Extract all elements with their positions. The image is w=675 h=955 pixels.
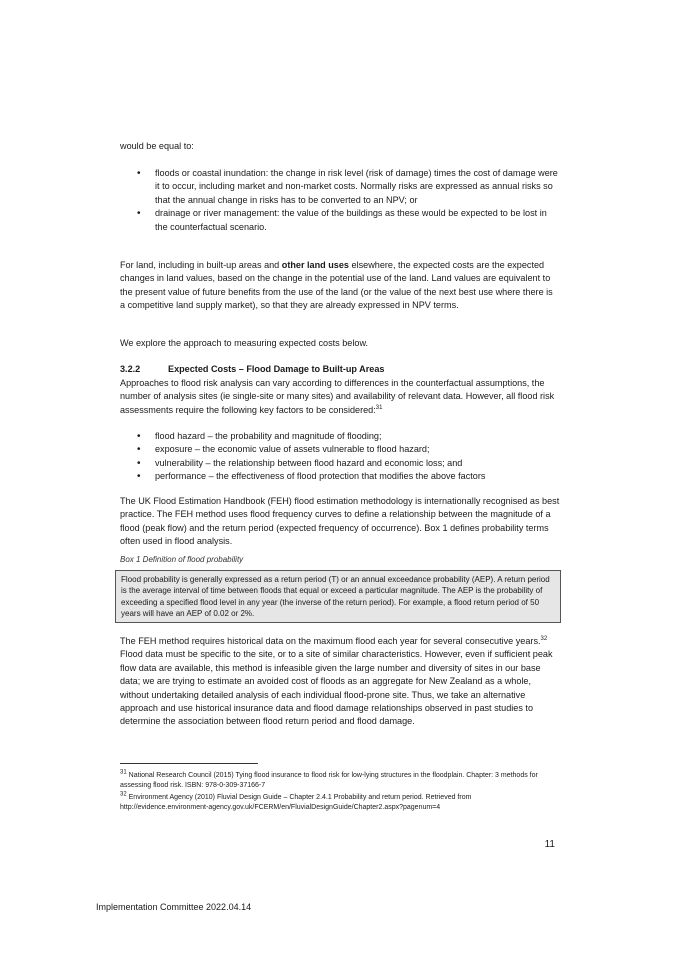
section-number: 3.2.2 <box>120 364 141 374</box>
definition-box <box>115 570 561 623</box>
box-text: Flood probability is generally expressed as a return period (T) or an annual exceedance probability (AEP). A return period is the average interval of time between floods that equal or exceed a particular magnitude. The AEP is the probability of exceeding a specified flood level in any year (the inverse of the return period). For example, a flood return period of 50 years will have an AEP of 0.02 or 2%. <box>121 575 550 618</box>
list-item: • performance – the effectiveness of flood protection that modifies the above factors <box>120 470 560 483</box>
feh-requirements-paragraph: The FEH method requires historical data on the maximum flood each year for several consecutive years.$^{32}$ Flood data must be specific to the site, or to a site of similar characteristics. However, even if sufficient peak flow data are available, this method is infeasible given the large number and diversity of sites in our base data; we are trying to estimate an avoided cost of floods as an aggregate for New Zealand as a whole, without undertaking detailed analysis of each individual flood-prone site. Thus, we take an alternative approach and use historical insurance data and flood damage relationships observed in past studies to determine the association between flood return period and flood damage. <box>120 635 553 727</box>
box-caption: Box 1 Definition of flood probability <box>120 555 244 564</box>
intro-line: would be equal to: <box>120 141 194 151</box>
section-heading <box>120 363 384 376</box>
list-item: • floods or coastal inundation: the change in risk level (risk of damage) times the cost of damage were it to occur, including market and non-market costs. Normally risks are expressed as annual risks so that the annual change in risks has to be converted to an NPV; or <box>120 167 560 207</box>
footnote-ref: 32 <box>540 635 548 642</box>
section-title: Expected Costs – Flood Damage to Built-up Areas <box>168 364 385 374</box>
bullet-list-costs <box>120 167 560 234</box>
bullet-list-factors <box>120 430 560 484</box>
list-item: • drainage or river management: the value of the buildings as these would be expected to be lost in the counterfactual scenario. <box>120 207 560 234</box>
page-number: 11 <box>544 839 555 850</box>
bold-phrase: other land uses <box>281 260 349 270</box>
footnote-ref: 31 <box>375 404 383 411</box>
footnote-32: $^{32}$ Environment Agency (2010) Fluvial Design Guide – Chapter 2.4.1 Probability and return period. Retrieved from http://evidence.environment-agency.gov.uk/FCERM/en/FluvialDesignGuide/Chapter2.aspx?pagenum=4 <box>120 791 472 811</box>
land-paragraph: For land, including in built-up areas and other land uses elsewhere, the expected costs are the expected changes in land values, based on the change in the potential use of the land. Land values are equivalent to the present value of future benefits from the use of the land (or the value of the next best use where there is a competitive land supply market), so that they are already expressed in NPV terms. <box>120 260 553 311</box>
footnote-31: $^{31}$ National Research Council (2015) Tying flood insurance to flood risk for low-lying structures in the floodplain. Chapter: 3 methods for assessing flood risk. ISBN: 978-0-309-37166-7 <box>120 769 538 789</box>
footnote-separator <box>120 763 258 764</box>
approaches-paragraph: Approaches to flood risk analysis can vary according to differences in the counterfactual assumptions, the number of analysis sites (ie single-site or many sites) and availability of relevant data. However, all flood risk assessments require the following key factors to be considered:$^{31}$ <box>120 378 555 415</box>
explore-paragraph: We explore the approach to measuring expected costs below. <box>120 338 369 348</box>
footer-text: Implementation Committee 2022.04.14 <box>96 902 252 912</box>
list-item: • exposure – the economic value of assets vulnerable to flood hazard; <box>120 443 560 456</box>
list-item: • flood hazard – the probability and magnitude of flooding; <box>120 430 560 443</box>
list-item: • vulnerability – the relationship between flood hazard and economic loss; and <box>120 457 560 470</box>
feh-paragraph: The UK Flood Estimation Handbook (FEH) flood estimation methodology is internationally recognised as best practice. The FEH method uses flood frequency curves to define a relationship between the magnitude of a flood (peak flow) and the return period (expected frequency of occurrence). Box 1 defines probability terms often used in flood analysis. <box>120 496 560 547</box>
